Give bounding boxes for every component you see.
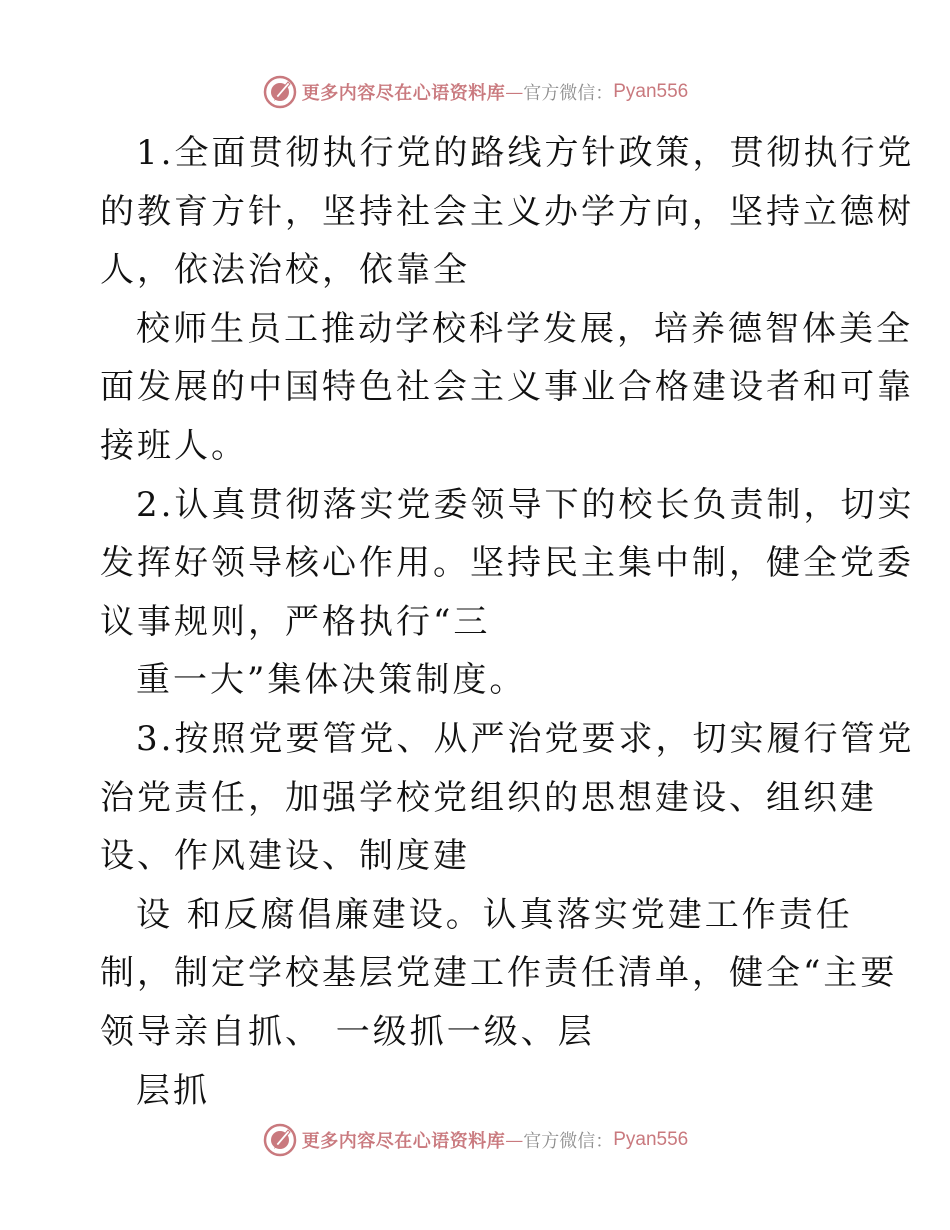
text-line: 人，依法治校，依靠全 bbox=[100, 250, 470, 291]
text-line: 校师生员工推动学校科学发展，培养德智体美全 bbox=[136, 308, 913, 349]
watermark-main-text: 更多内容尽在心语资料库 bbox=[301, 1131, 506, 1152]
text-line: 1.全面贯彻执行党的路线方针政策，贯彻执行党 bbox=[136, 133, 915, 173]
text-line: 3.按照党要管党、从严治党要求，切实履行管党 bbox=[136, 718, 915, 759]
text-line: 制，制定学校基层党建工作责任清单，健全“主要 bbox=[100, 953, 898, 994]
watermark-wechat-id: Pyan556 bbox=[613, 81, 689, 102]
text-line: 重一大”集体决策制度。 bbox=[136, 660, 527, 701]
text-line: 设、作风建设、制度建 bbox=[100, 836, 470, 877]
pen-logo-icon bbox=[262, 74, 298, 110]
text-line: 领导亲自抓、 一级抓一级、层 bbox=[100, 1011, 595, 1052]
watermark-separator: — bbox=[505, 81, 524, 103]
watermark-footer bbox=[0, 1120, 950, 1160]
text-line: 面发展的中国特色社会主义事业合格建设者和可靠 bbox=[100, 367, 914, 408]
text-line: 的教育方针，坚持社会主义办学方向，坚持立德树 bbox=[100, 191, 914, 232]
watermark-header bbox=[0, 72, 950, 112]
text-line: 2.认真贯彻落实党委领导下的校长负责制，切实 bbox=[136, 484, 915, 525]
text-line: 设 和反腐倡廉建设。认真落实党建工作责任 bbox=[136, 894, 853, 935]
text-line: 发挥好领导核心作用。坚持民主集中制，健全党委 bbox=[100, 543, 914, 584]
text-line: 议事规则，严格执行“三 bbox=[100, 601, 491, 642]
pen-logo-icon bbox=[262, 1122, 298, 1158]
text-line: 接班人。 bbox=[100, 425, 248, 466]
watermark-wechat-label: 官方微信： bbox=[523, 83, 614, 104]
watermark-wechat-id: Pyan556 bbox=[613, 1129, 689, 1150]
text-line: 层抓 bbox=[136, 1070, 210, 1111]
text-line: 治党责任，加强学校党组织的思想建设、组织建 bbox=[100, 777, 877, 818]
watermark-separator: — bbox=[505, 1129, 524, 1151]
document-body bbox=[100, 124, 915, 1120]
watermark-wechat-label: 官方微信： bbox=[523, 1131, 614, 1152]
watermark-main-text: 更多内容尽在心语资料库 bbox=[301, 83, 506, 104]
